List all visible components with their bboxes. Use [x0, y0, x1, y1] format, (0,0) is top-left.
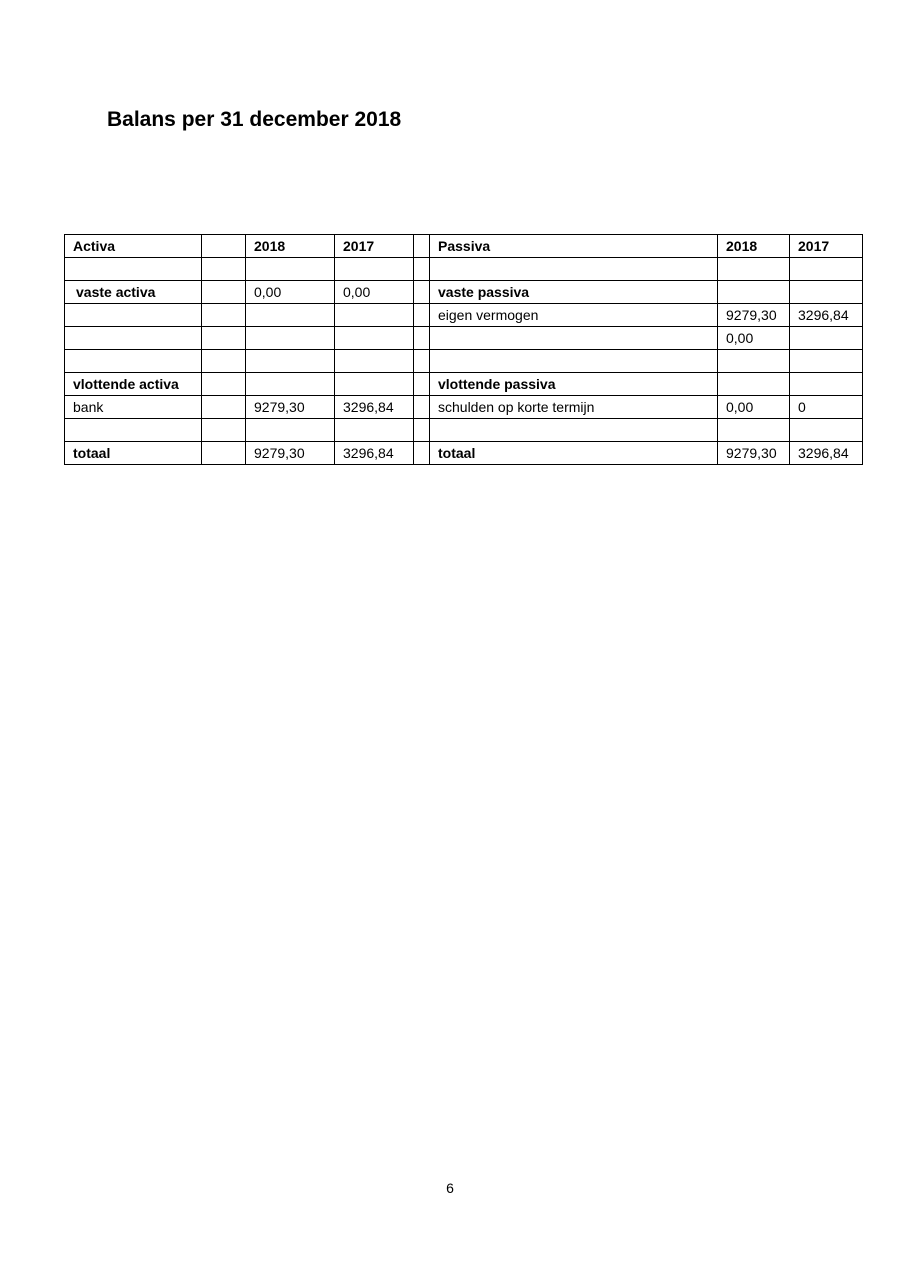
table-row	[65, 281, 863, 304]
passiva-total-2017: 3296,84	[790, 442, 863, 465]
divider-cell	[414, 327, 430, 350]
activa-2018	[246, 373, 335, 396]
table-header-row	[65, 235, 863, 258]
table-row	[65, 258, 863, 281]
header-passiva: Passiva	[430, 235, 718, 258]
passiva-2017	[790, 327, 863, 350]
activa-2017	[335, 304, 414, 327]
spacer-cell	[202, 350, 246, 373]
activa-2018: 9279,30	[246, 396, 335, 419]
header-activa-2018: 2018	[246, 235, 335, 258]
divider-cell	[414, 281, 430, 304]
passiva-total-label: totaal	[430, 442, 718, 465]
passiva-2018: 0,00	[718, 396, 790, 419]
spacer-cell	[202, 373, 246, 396]
table-row	[65, 396, 863, 419]
passiva-2018	[718, 258, 790, 281]
spacer-cell	[202, 304, 246, 327]
activa-total-2017: 3296,84	[335, 442, 414, 465]
activa-2017	[335, 419, 414, 442]
passiva-label: vlottende passiva	[430, 373, 718, 396]
spacer-cell	[202, 419, 246, 442]
activa-label: vaste activa	[65, 281, 202, 304]
divider-cell	[414, 350, 430, 373]
page-title: Balans per 31 december 2018	[107, 108, 402, 131]
passiva-2018	[718, 281, 790, 304]
passiva-label: schulden op korte termijn	[430, 396, 718, 419]
passiva-label: vaste passiva	[430, 281, 718, 304]
activa-label	[65, 258, 202, 281]
header-activa: Activa	[65, 235, 202, 258]
divider-cell	[414, 419, 430, 442]
spacer-cell	[202, 281, 246, 304]
passiva-2018	[718, 350, 790, 373]
divider-cell	[414, 304, 430, 327]
passiva-2017: 3296,84	[790, 304, 863, 327]
spacer-cell	[202, 442, 246, 465]
activa-2018	[246, 419, 335, 442]
activa-label	[65, 350, 202, 373]
activa-2017	[335, 327, 414, 350]
passiva-2018: 9279,30	[718, 304, 790, 327]
activa-2017	[335, 350, 414, 373]
passiva-label	[430, 327, 718, 350]
activa-2017: 3296,84	[335, 396, 414, 419]
passiva-label: eigen vermogen	[430, 304, 718, 327]
spacer-cell	[202, 258, 246, 281]
divider-cell	[414, 396, 430, 419]
header-passiva-2018: 2018	[718, 235, 790, 258]
activa-2017	[335, 373, 414, 396]
passiva-label	[430, 350, 718, 373]
table-total-row	[65, 442, 863, 465]
table-row	[65, 304, 863, 327]
divider-cell	[414, 373, 430, 396]
balance-sheet-table	[64, 234, 863, 465]
passiva-2018: 0,00	[718, 327, 790, 350]
activa-label	[65, 327, 202, 350]
spacer-cell	[202, 327, 246, 350]
header-activa-2017: 2017	[335, 235, 414, 258]
passiva-2017	[790, 419, 863, 442]
activa-2017: 0,00	[335, 281, 414, 304]
activa-2017	[335, 258, 414, 281]
spacer-cell	[202, 396, 246, 419]
page-number: 6	[446, 1180, 454, 1196]
table-row	[65, 327, 863, 350]
passiva-2017	[790, 281, 863, 304]
activa-label	[65, 304, 202, 327]
activa-2018	[246, 350, 335, 373]
activa-2018	[246, 327, 335, 350]
activa-total-2018: 9279,30	[246, 442, 335, 465]
divider-cell	[414, 442, 430, 465]
activa-label	[65, 419, 202, 442]
activa-total-label: totaal	[65, 442, 202, 465]
passiva-total-2018: 9279,30	[718, 442, 790, 465]
passiva-label	[430, 419, 718, 442]
header-passiva-2017: 2017	[790, 235, 863, 258]
passiva-2018	[718, 419, 790, 442]
passiva-2017	[790, 258, 863, 281]
activa-2018	[246, 304, 335, 327]
activa-2018	[246, 258, 335, 281]
passiva-2018	[718, 373, 790, 396]
passiva-2017	[790, 373, 863, 396]
passiva-label	[430, 258, 718, 281]
table-row	[65, 373, 863, 396]
passiva-2017: 0	[790, 396, 863, 419]
activa-2018: 0,00	[246, 281, 335, 304]
activa-label: vlottende activa	[65, 373, 202, 396]
divider-cell	[414, 258, 430, 281]
passiva-2017	[790, 350, 863, 373]
spacer-cell	[202, 235, 246, 258]
activa-label: bank	[65, 396, 202, 419]
table-row	[65, 419, 863, 442]
table-row	[65, 350, 863, 373]
divider-cell	[414, 235, 430, 258]
